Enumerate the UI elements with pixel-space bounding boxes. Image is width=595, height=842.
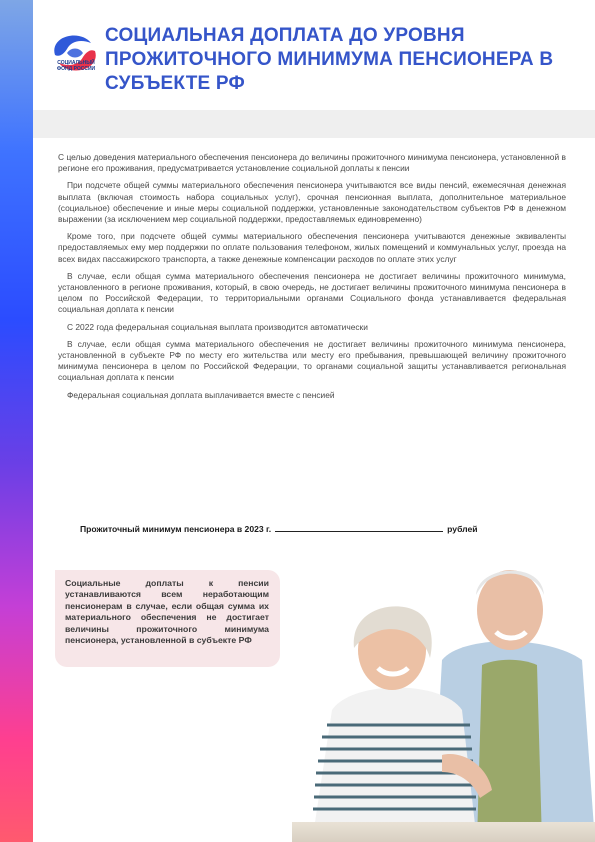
paragraph: Федеральная социальная доплата выплачивается вместе с пенсией [67,389,335,400]
paragraph: С 2022 года федеральная социальная выплата производится автоматически [67,321,368,332]
header-divider-band [33,110,595,138]
elderly-couple-photo [292,540,595,842]
minimum-unit: рублей [447,524,478,534]
callout-text: Социальные доплаты к пенсии устанавливаются всем неработающим пенсионерам в случае, если общая сумма их материального обеспечения не достигает величины прожиточного минимума пенсионера, установленной в субъекте РФ [65,578,269,646]
paragraph: С целью доведения материального обеспечения пенсионера до величины прожиточного минимума пенсионера, установленной в регионе его проживания, предусматривается установление социальной доплаты к пенсии [58,152,566,174]
paragraph: В случае, если общая сумма материального обеспечения не достигает величины прожиточного минимума пенсионера, установленной в субъекте РФ по месту его жительства или месту его пребывания, превышающей величину прожиточного минимума пенсионера в целом по Российской Федерации, то органами социальной защиты устанавливается региональная социальная доплата к пенсии [58,338,566,383]
paragraph: В случае, если общая сумма материального обеспечения пенсионера не достигает величины прожиточного минимума, установленного в регионе проживания, который, в свою очередь, не достигает величины прожиточного минимума пенсионера в целом по Российской Федерации, то территориальными органами Социального фонда устанавливается федеральная социальная доплата к пенсии [58,270,566,315]
paragraph: Кроме того, при подсчете общей суммы материального обеспечения пенсионера учитываются денежные эквиваленты предоставляемых ему мер поддержки по оплате пользования телефоном, жилых помещений и коммунальных услуг, проезда на всех видах пассажирского транспорта, а также денежные компенсации расходов по оплате этих услуг [58,231,566,264]
logo-caption: СОЦИАЛЬНЫЙ ФОНД РОССИИ [56,60,96,72]
decorative-gradient-stripe [0,0,33,842]
minimum-line [80,524,550,534]
minimum-value-blank[interactable] [275,531,443,532]
body-text [58,152,566,407]
page-title: СОЦИАЛЬНАЯ ДОПЛАТА ДО УРОВНЯ ПРОЖИТОЧНОГО МИНИМУМА ПЕНСИОНЕРА В СУБЪЕКТЕ РФ [105,25,554,94]
paragraph: При подсчете общей суммы материального обеспечения пенсионера учитываются все виды пенсий, ежемесячная денежная выплата (включая стоимость набора социальных услуг), срочная пенсионная выплата, дополнительное материальное (социальное) обеспечение и иные меры социальной поддержки, установленные законодательством субъектов РФ в денежном выражении (за исключением мер социальной поддержки, предоставляемых единовременно) [58,180,566,225]
minimum-label: Прожиточный минимум пенсионера в 2023 г. [80,524,272,534]
callout-box [55,570,280,667]
header [33,0,595,110]
